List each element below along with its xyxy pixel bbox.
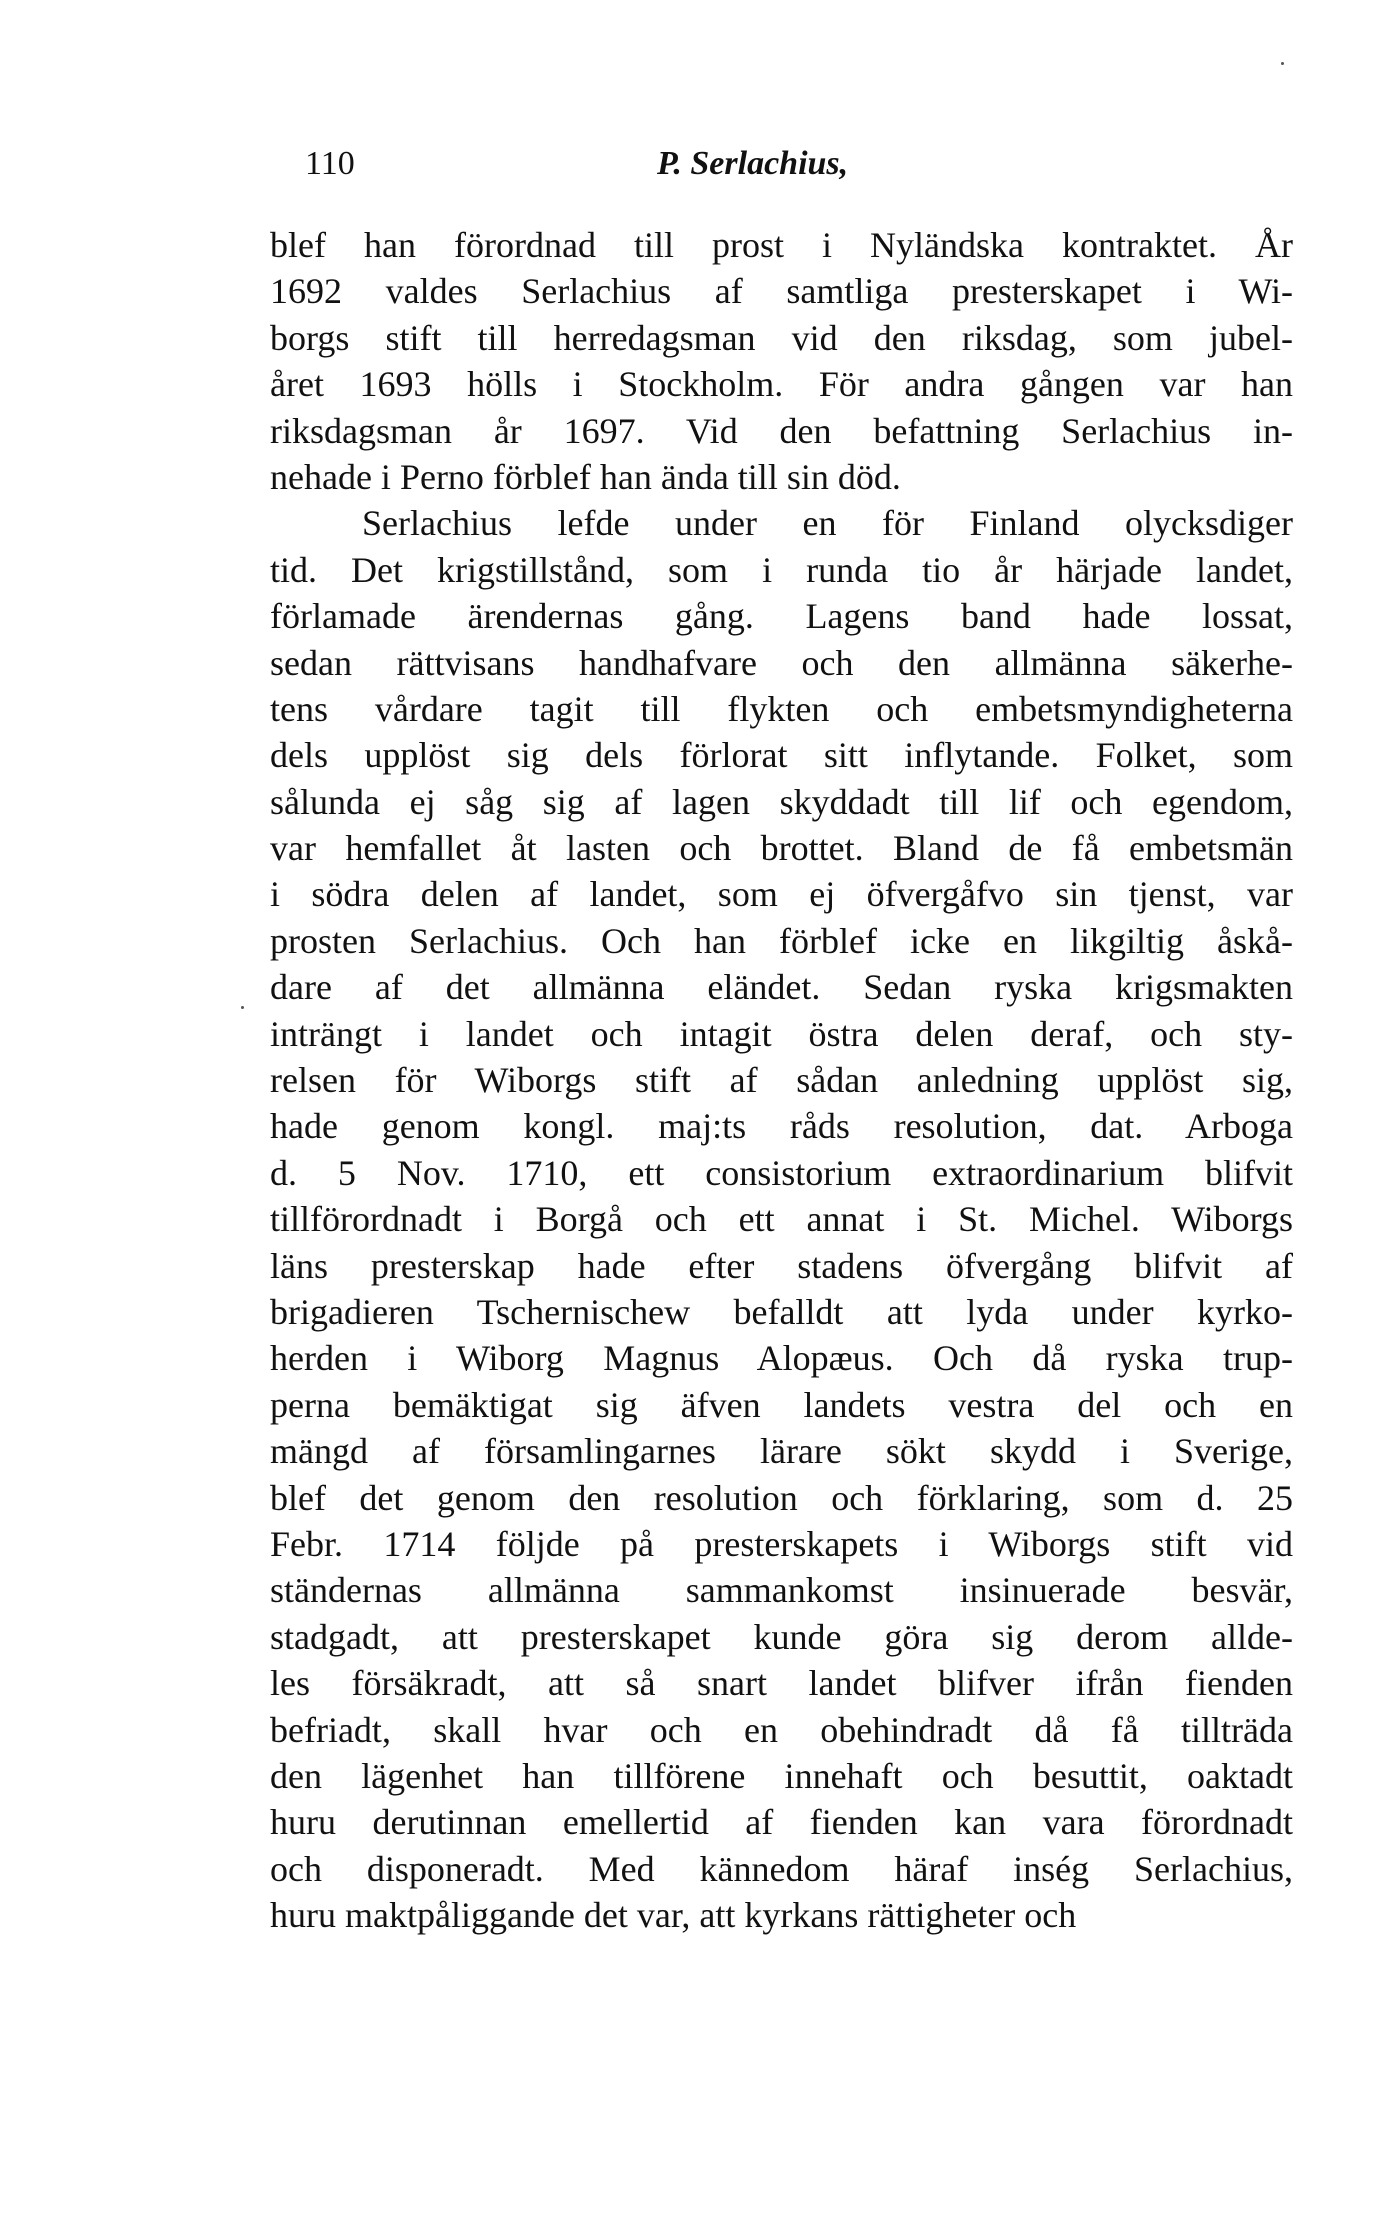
page-number: 110	[305, 145, 355, 182]
text-line: hade genom kongl. maj:ts råds resolution, dat. Arboga	[270, 1106, 1293, 1147]
text-line: herden i Wiborg Magnus Alopæus. Och då ryska trup-	[270, 1338, 1293, 1379]
text-line: och disponeradt. Med kännedom häraf inség Serlachius,	[270, 1848, 1293, 1889]
text-line: Febr. 1714 följde på presterskapets i Wiborgs stift vid	[270, 1523, 1293, 1564]
text-line: ständernas allmänna sammankomst insinuerade besvär,	[270, 1570, 1293, 1611]
text-line: förlamade ärendernas gång. Lagens band hade lossat,	[270, 596, 1293, 637]
text-line: borgs stift till herredagsman vid den riksdag, som jubel-	[270, 317, 1293, 358]
paragraph	[270, 500, 1293, 1938]
text-line: den lägenhet han tillförene innehaft och besuttit, oaktadt	[270, 1755, 1293, 1796]
text-line: tens vårdare tagit till flykten och embetsmyndigheterna	[270, 688, 1293, 729]
text-line: blef han förordnad till prost i Nyländska kontraktet. År	[270, 225, 1293, 265]
body-text	[270, 222, 1293, 1938]
text-line: huru maktpåliggande det var, att kyrkans rättigheter och	[270, 1895, 1077, 1936]
text-line: Serlachius lefde under en för Finland olycksdiger	[362, 503, 1293, 544]
text-line: mängd af församlingarnes lärare sökt skydd i Sverige,	[270, 1431, 1293, 1472]
text-line: dare af det allmänna eländet. Sedan ryska krigsmakten	[270, 967, 1293, 1008]
text-line: nehade i Perno förblef han ända till sin död.	[270, 456, 901, 497]
text-line: brigadieren Tschernischew befalldt att lyda under kyrko-	[270, 1291, 1293, 1332]
text-line: befriadt, skall hvar och en obehindradt då få tillträda	[270, 1709, 1293, 1750]
paper-speck	[1281, 62, 1284, 65]
text-line: stadgadt, att presterskapet kunde göra sig derom allde-	[270, 1616, 1293, 1657]
text-line: inträngt i landet och intagit östra delen deraf, och sty-	[270, 1013, 1293, 1054]
text-line: 1692 valdes Serlachius af samtliga presterskapet i Wi-	[270, 271, 1293, 312]
page-header	[305, 140, 1290, 188]
text-line: prosten Serlachius. Och han förblef icke en likgiltig åskå-	[270, 920, 1293, 961]
text-line: läns presterskap hade efter stadens öfvergång blifvit af	[270, 1245, 1293, 1286]
text-line: var hemfallet åt lasten och brottet. Bland de få embetsmän	[270, 828, 1293, 869]
text-line: sedan rättvisans handhafvare och den allmänna säkerhe-	[270, 642, 1293, 683]
text-line: tid. Det krigstillstånd, som i runda tio år härjade landet,	[270, 549, 1293, 590]
text-line: i södra delen af landet, som ej öfvergåfvo sin tjenst, var	[270, 874, 1293, 915]
text-line: les försäkradt, att så snart landet blifver ifrån fienden	[270, 1663, 1293, 1704]
text-line: relsen för Wiborgs stift af sådan anledning upplöst sig,	[270, 1060, 1293, 1101]
text-line: riksdagsman år 1697. Vid den befattning Serlachius in-	[270, 410, 1293, 451]
text-line: dels upplöst sig dels förlorat sitt inflytande. Folket, som	[270, 735, 1293, 776]
text-line: huru derutinnan emellertid af fienden kan vara förordnadt	[270, 1802, 1293, 1843]
text-line: perna bemäktigat sig äfven landets vestra del och en	[270, 1384, 1293, 1425]
text-line: sålunda ej såg sig af lagen skyddadt till lif och egendom,	[270, 781, 1293, 822]
text-line: blef det genom den resolution och förklaring, som d. 25	[270, 1477, 1293, 1518]
running-head: P. Serlachius,	[657, 145, 849, 182]
text-line: året 1693 hölls i Stockholm. För andra gången var han	[270, 364, 1293, 405]
text-line: tillförordnadt i Borgå och ett annat i St. Michel. Wiborgs	[270, 1199, 1293, 1240]
text-line: d. 5 Nov. 1710, ett consistorium extraordinarium blifvit	[270, 1152, 1293, 1193]
paragraph	[270, 222, 1293, 500]
paper-speck	[241, 1006, 244, 1009]
